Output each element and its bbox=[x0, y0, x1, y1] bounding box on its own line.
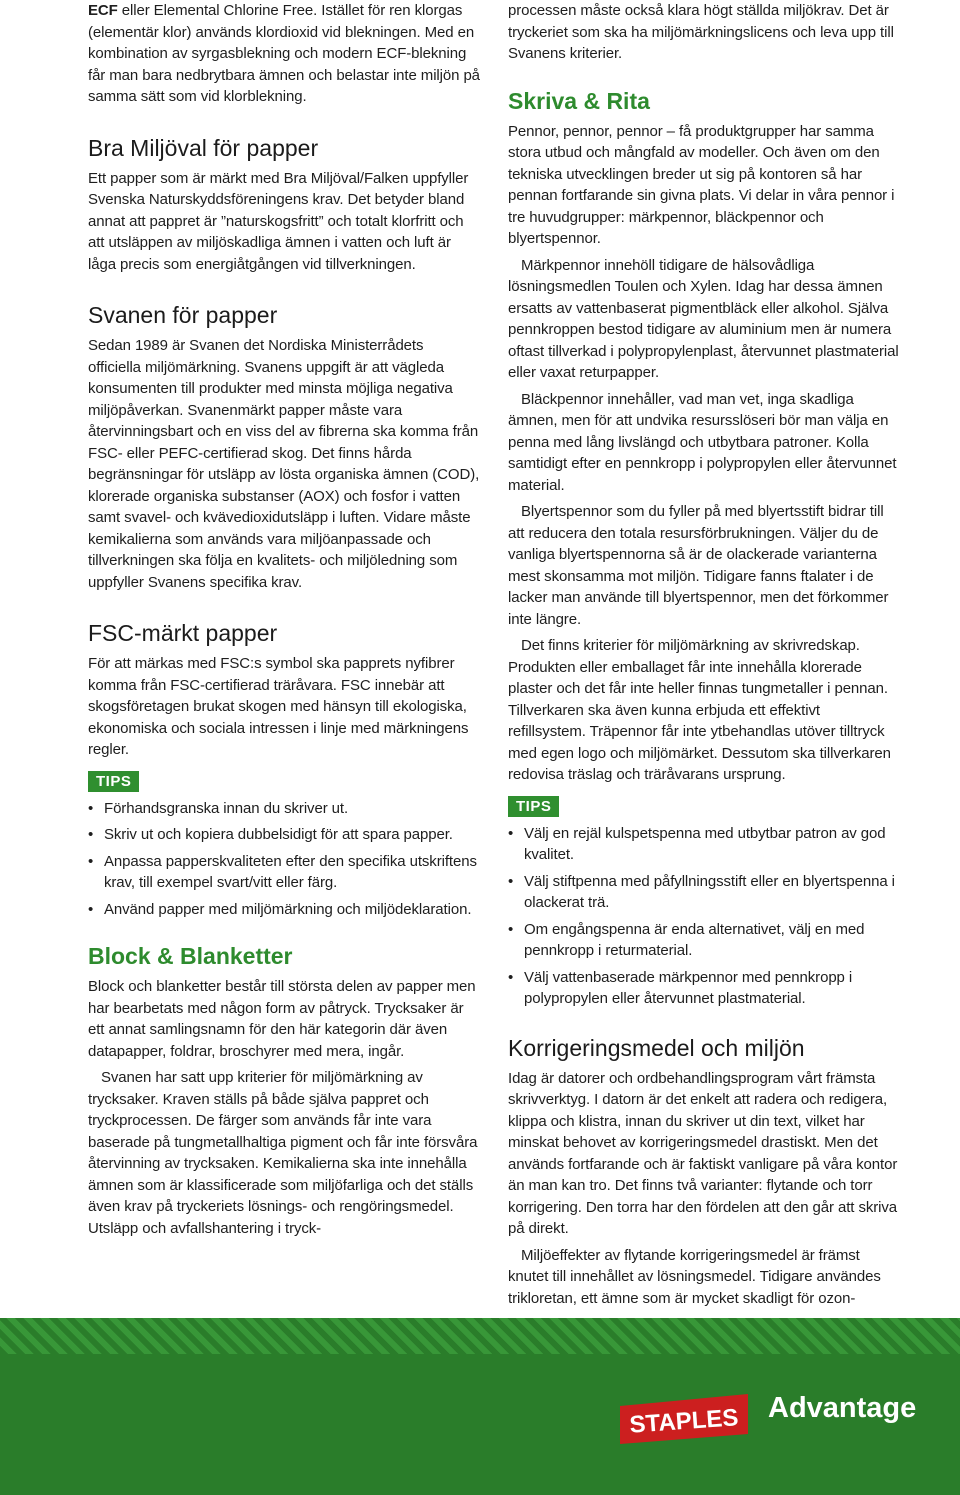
tips-badge-wrap bbox=[508, 796, 900, 817]
paragraph-block-2: Svanen har satt upp kriterier för miljömärkning av trycksaker. Kraven ställs på både själva pappret och tryckprocessen. De färger som används får inte vara baserade på tungmetallhaltiga pigment och får inte försvåra återvinning av trycksaken. Kemikalierna ska inte innehålla ämnen som är klassificerade som miljöfarliga och det ställs även krav på tryckeriets lösnings- och rengöringsmedel. Utsläpp och avfallshantering i tryck- bbox=[88, 1069, 478, 1237]
left-column bbox=[88, 0, 480, 1239]
staples-logo bbox=[614, 1392, 754, 1446]
tips-badge: TIPS bbox=[88, 771, 139, 792]
tip-item: • Välj vattenbaserade märkpennor med pennkropp i polypropylen eller återvunnet plastmaterial. bbox=[508, 967, 900, 1010]
paragraph-blackpennor: Bläckpennor innehåller, vad man vet, inga skadliga ämnen, men för att undvika resursslöseri bör man välja en penna med lång livslängd och utbytbara patroner. Kolla samtidigt efter en pennkropp i polypropylen eller återvunnet material. bbox=[508, 390, 897, 494]
tip-item: • Förhandsgranska innan du skriver ut. bbox=[88, 798, 480, 820]
heading-korrigeringsmedel: Korrigeringsmedel och miljön bbox=[508, 1034, 805, 1061]
heading-svanen: Svanen för papper bbox=[88, 302, 278, 328]
tip-item: • Skriv ut och kopiera dubbelsidigt för att spara papper. bbox=[88, 824, 480, 846]
paragraph-korrigering-1: Idag är datorer och ordbehandlingsprogram vårt främsta skrivverktyg. I datorn är det enkelt att radera och redigera, klippa och klistra, innan du skriver ut din text, vilket har minskat behovet av korrigeringsmedel drastiskt. Men det används fortfarande och är faktiskt vanligare på våra kontor än man kan tro. Det finns två varianter: flytande och torr korrigering. Den torra har den fördelen att den går att skriva på direkt. bbox=[508, 1069, 898, 1237]
ecf-term: ECF bbox=[88, 2, 118, 19]
tip-item: • Om engångspenna är enda alternativet, välj en med pennkropp i returmaterial. bbox=[508, 919, 900, 962]
paragraph-fsc: För att märkas med FSC:s symbol ska papprets nyfibrer komma från FSC-certifierad träråvara. FSC innebär att skogsföretagen brukat skogen med hänsyn till ekologiska, ekonomiska och sociala intressen i linje med märkningens regler. bbox=[88, 655, 469, 758]
staples-logo-text: STAPLES bbox=[628, 1404, 740, 1439]
paragraph-pennor: Pennor, pennor, pennor – få produktgrupper har samma stora utbud och mångfald av modeller. Och även om den tekniska utvecklingen breder ut sig på kontoren så har pennan fortfarande sin givna plats. Vi delar in våra pennor i tre huvudgrupper: märkpennor, bläckpennor och blyertspennor. bbox=[508, 122, 895, 247]
tips-badge: TIPS bbox=[508, 796, 559, 817]
tips-badge-wrap bbox=[88, 771, 480, 792]
paragraph-korrigering-2: Miljöeffekter av flytande korrigeringsmedel är främst knutet till innehållet av lösningsmedel. Tidigare användes trikloretan, ett ämne som är mycket skadligt för ozon- bbox=[508, 1246, 881, 1307]
paragraph-bra-miljoval: Ett papper som är märkt med Bra Miljöval/Falken uppfyller Svenska Naturskyddsföreningens krav. Det betyder bland annat att pappret är ”naturskogsfritt” och totalt klorfritt och att utsläppen av miljöskadliga ämnen i vatten och luft är låga precis som energiåtgången vid tillverkningen. bbox=[88, 169, 469, 273]
tips-list bbox=[88, 798, 480, 921]
footer-stripe-pattern bbox=[0, 1318, 960, 1354]
advantage-wordmark: Advantage bbox=[768, 1392, 917, 1424]
paragraph-kriterier: Det finns kriterier för miljömärkning av skrivredskap. Produkten eller emballaget får inte innehålla klorerade plaster och det får inte heller finnas tungmetaller i pennan. Tillverkaren ska även kunna erbjuda ett effektivt refillsystem. Träpennor får inte ytbehandlas utöver tilltryck med egen logo och miljömärket. Dessutom ska tillverkaren redovisa träslag och träråvarans ursprung. bbox=[508, 637, 891, 783]
heading-block-blanketter: Block & Blanketter bbox=[88, 943, 293, 969]
heading-fsc: FSC-märkt papper bbox=[88, 620, 278, 646]
paragraph-continued: processen måste också klara högt ställda miljökrav. Det är tryckeriet som ska ha miljömärkningslicens och leva upp till Svanens kriterier. bbox=[508, 2, 894, 62]
right-column bbox=[508, 0, 900, 1309]
paragraph-svanen: Sedan 1989 är Svanen det Nordiska Ministerrådets officiella miljömärkning. Svanens uppgift är att vägleda konsumenten till produkter med minsta möjliga negativa miljöpåverkan. Svanenmärkt papper måste vara återvinningsbart och en viss del av fibrerna ska komma från FSC- eller PEFC-certifierad skog. Det finns hårda begränsningar för utsläpp av lösta organiska ämnen (COD), klorerade organiska substanser (AOX) och fosfor i vatten samt svavel- och kvävedioxidutsläpp i luften. Vidare måste kemikalierna som används vara miljöanpassade och tillverkningen ska följa en kvalitets- och miljöledning som uppfyller Svanens specifika krav. bbox=[88, 337, 480, 591]
tip-item: • Använd papper med miljömärkning och miljödeklaration. bbox=[88, 899, 480, 921]
paragraph-block-1: Block och blanketter består till största delen av papper men har bearbetats med någon form av påtryck. Trycksaker är ett annat samlingsnamn för den här kategorin där även datapapper, foldrar, broschyrer med mera, ingår. bbox=[88, 978, 476, 1060]
tips-list bbox=[508, 823, 900, 1010]
tip-item: • Välj stiftpenna med påfyllningsstift eller en blyertspenna i olackerat trä. bbox=[508, 871, 900, 914]
staples-logo-icon bbox=[614, 1392, 754, 1446]
intro-text: eller Elemental Chlorine Free. Istället för ren klorgas (elementär klor) används klordioxid vid blekningen. Med en kombination av syrgasblekning och modern ECF-blekning får man bara nedbrytbara ämnen och belastar inte miljön på samma sätt som vid klorblekning. bbox=[88, 2, 480, 105]
tip-item: • Anpassa papperskvaliteten efter den specifika utskriftens krav, till exempel svart/vitt eller färg. bbox=[88, 851, 480, 894]
paragraph-markpennor: Märkpennor innehöll tidigare de hälsovådliga lösningsmedlen Toulen och Xylen. Idag har dessa ämnen ersatts av vattenbaserat pigmentbläck eller alkohol. Själva pennkroppen bestod tidigare av aluminium men är numera oftast tillverkad i polypropylenplast, återvunnet plastmaterial eller vaxat returpapper. bbox=[508, 256, 899, 381]
paragraph-blyertspennor: Blyertspennor som du fyller på med blyertsstift bidrar till att reducera den totala resursförbrukningen. Väljer du de vanliga blyertspennorna så är de olackerade varianterna mest skonsamma mot miljön. Tidigare fanns ftalater i de lacker man använde till blyertspennor, men det förkommer inte längre. bbox=[508, 503, 889, 628]
tip-item: • Välj en rejäl kulspetspenna med utbytbar patron av god kvalitet. bbox=[508, 823, 900, 866]
intro-paragraph bbox=[88, 0, 480, 108]
heading-bra-miljoval: Bra Miljöval för papper bbox=[88, 134, 319, 161]
heading-skriva-rita: Skriva & Rita bbox=[508, 87, 650, 114]
